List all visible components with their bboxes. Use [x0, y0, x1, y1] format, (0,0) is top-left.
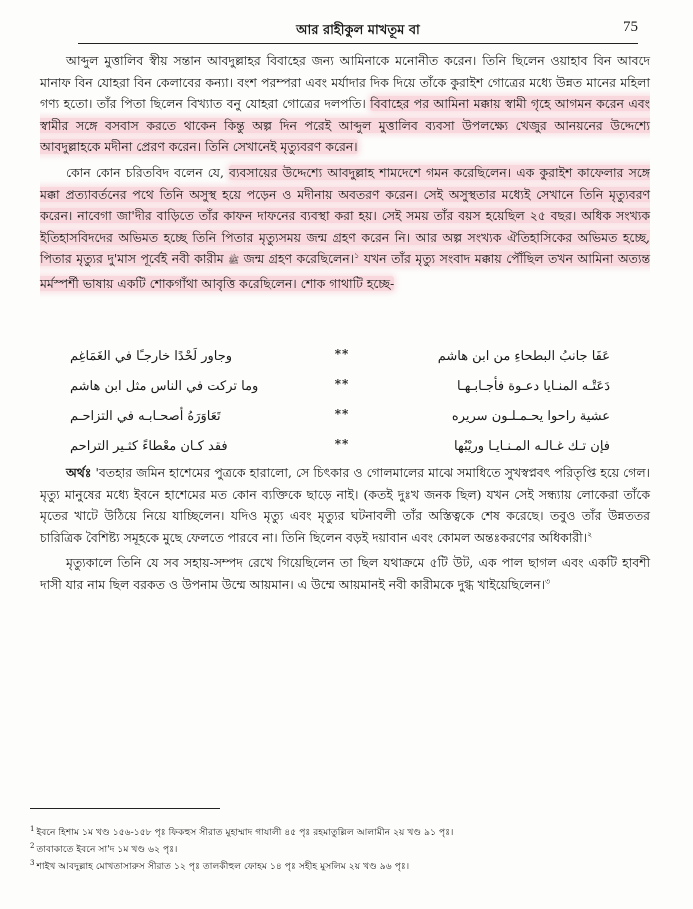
footnote-text: ইবনে হিশাম ১ম খণ্ড ১৫৬-১৫৮ পৃঃ ফিকহুস সীরাত মুহাম্মাদ গাযালী ৪৫ পৃঃ রহমাতুল্লিল আলামীন ২য় খণ্ড ৯১ পৃঃ।: [36, 827, 454, 838]
poem-separator: **: [334, 347, 350, 361]
highlighted-text: বিবাহের পর আমিনা মক্কায় স্বামী গৃহে আগমন করেন এবং স্বামীর সঙ্গে বসবাস করতে থাকেন কিন্তু অল্প দিন পরেই আব্দুল মুত্তালিব ব্যবসা উপলক্ষ্যে খেজুর আনয়নের উদ্দেশ্যে আবদুল্লাহকে মদীনা প্রেরণ করেন। তিনি সেখানেই মৃত্যুবরণ করেন।: [40, 96, 650, 155]
footnote-ref: ২: [587, 529, 593, 539]
poem-verse: [70, 433, 610, 463]
poem-second-hemistich: تَعَاوَرَهُ أصحـابـه في التزاحـم: [70, 409, 221, 424]
footnote: [30, 824, 650, 841]
poem-second-hemistich: وجاور لَحْدًا خارجـًا في الغَمَاغِم: [70, 349, 233, 364]
paragraph-death: [40, 162, 650, 295]
running-title: আর রাহীকুল মাখতূম বা: [296, 23, 420, 38]
highlighted-text: [40, 165, 650, 291]
poem-verse: [70, 403, 610, 433]
main-text: [40, 50, 650, 299]
poem-verse: [70, 373, 610, 403]
footnote-number: 2: [30, 841, 35, 850]
meaning-label: অর্থঃ: [66, 465, 92, 480]
footnote-number: 3: [30, 858, 35, 867]
paragraph-text: আব্দুল মুত্তালিব স্বীয় সন্তান আবদুল্লাহর বিবাহের জন্য আমিনাকে মনোনীত করেন। তিনি ছিলেন ওয়াহাব বিন আবদে মানাফ বিন যোহরা বিন কেলাবের কন্যা। বংশ পরম্পরা এবং মর্যাদার দিক দিয়ে তাঁকে কুরাইশ গোত্রের মধ্যে উন্নত মানের মহিলা গণ্য হতো। তাঁর পিতা ছিলেন বিখ্যাত বনু যোহরা গোত্রের দলপতি।: [40, 53, 650, 112]
poem-separator: **: [334, 377, 350, 391]
poem-first-hemistich: دَعَتْـه المنـايا دعـوة فأجـابـهـا: [456, 379, 610, 394]
footnote-ref: ৩: [545, 576, 551, 586]
footnotes: [30, 824, 650, 875]
poem-first-hemistich: فإن تـك غـالـه المـنـايـا وريْبُها: [454, 439, 610, 454]
highlighted-segment: ব্যবসায়ের উদ্দেশ্যে আবদুল্লাহ শামদেশে গমন করেছিলেন। এক কুরাইশ কাফেলার সঙ্গে মক্কা প্রত্যাবর্তনের পথে তিনি অসুস্থ হয়ে পড়েন ও মদীনায় অবতরণ করেন। সেই অসুস্থতার মধ্যেই সেখানে তিনি মৃত্যুবরণ করেন। নাবেগা জা'দীর বাড়িতে তাঁর কাফন দাফনের ব্যবস্থা করা হয়। সেই সময় তাঁর বয়স হয়েছিল ২৫ বছর। অধিক সংখ্যক ইতিহাসবিদদের অভিমত হচ্ছে তিনি পিতার মৃত্যুসময় জন্ম গ্রহণ করেন নি। আর অল্প সংখ্যক ঐতিহাসিকের অভিমত হচ্ছে, পিতার মৃত্যুর দু'মাস পূর্বেই নবী কারীম: [40, 164, 650, 267]
paragraph-meaning: [40, 462, 650, 548]
paragraph-marriage: [40, 50, 650, 158]
paragraph-inheritance: [40, 552, 650, 595]
footnote-text: শাইখ আবদুল্লাহ মোখতাসারুস সীরাত ১২ পৃঃ তালকীহুল ফোহম ১৪ পৃঃ সহীহ মুসলিম ২য় খণ্ড ৯৬ পৃঃ।: [36, 861, 410, 872]
footnote-ref: ১: [354, 251, 360, 261]
poem-verse: [70, 343, 610, 373]
poem-second-hemistich: وما تركت في الناس مثل ابن هاشم: [70, 379, 259, 394]
paragraph-text: মৃত্যুকালে তিনি যে সব সহায়-সম্পদ রেখে গিয়েছিলেন তা ছিল যথাক্রমে ৫টি উট, এক পাল ছাগল এবং একটি হাবশী দাসী যার নাম ছিল বরকত ও উপনাম উম্মে আয়মান। এ উম্মে আয়মানই নবী কারীমকে দুগ্ধ খাইয়েছিলেন।: [40, 555, 650, 592]
poem-separator: **: [334, 407, 350, 421]
poem-second-hemistich: فقد كـان معْطاءً كثـير التراحم: [70, 439, 228, 454]
paragraph-text: 'বতহার জমিন হাশেমের পুত্রকে হারালো, সে চিৎকার ও গোলমালের মাঝে সমাধিতে সুখস্বপ্নবৎ পরিতৃপ্তি হয়ে গেল। মৃত্যু মানুষের মধ্যে ইবনে হাশেমের মত কোন ব্যক্তিকে ছাড়ে নাই। (কতই দুঃখ জনক ছিল) যখন সেই সন্ধ্যায় লোকেরা তাঁকে মৃতের খাটে উঠিয়ে নিয়ে যাচ্ছিলেন। যদিও মৃত্যু এবং মৃত্যুর ঘটনাবলী তাঁর অস্তিত্বকে শেষ করেছে। তবুও তাঁর উন্নততর চারিত্রিক বৈশিষ্ট্য সমূহকে মুছে ফেলতে পারবে না। তিনি ছিলেন বড়ই দয়াবান এবং কোমল অন্তঃকরণের অধিকারী।: [40, 465, 650, 545]
header-rule: [78, 43, 638, 44]
pbuh-glyph: ﷺ: [228, 256, 240, 267]
page-header: [78, 18, 638, 42]
highlighted-segment: জন্ম গ্রহণ করেছিলেন।: [239, 251, 355, 267]
poem-separator: **: [334, 437, 350, 451]
footnote: [30, 841, 650, 858]
paragraph-text: কোন কোন চরিতবিদ বলেন যে,: [66, 164, 230, 180]
poem-first-hemistich: عشية راحوا يحـمـلـون سريره: [451, 409, 610, 424]
footnote: [30, 858, 650, 875]
page-number: 75: [623, 19, 638, 35]
poem-first-hemistich: عَفَا جانبُ البطحاءِ من ابن هاشم: [437, 349, 610, 364]
highlighted-segment: যখন তাঁর মৃত্যু সংবাদ মক্কায় পৌঁছিল তখন আমিনা অত্যন্ত মর্মস্পর্শী ভাষায় একটি শোকগাঁথা আবৃত্তি করেছিলেন। শোক গাথাটি হচ্ছে-: [40, 251, 650, 291]
footnote-rule: [30, 808, 220, 809]
footnote-text: তাবাকাতে ইবনে সা'দ ১ম খণ্ড ৬২ পৃঃ।: [36, 844, 178, 855]
footnote-number: 1: [30, 824, 35, 833]
main-text-continued: [40, 462, 650, 600]
elegy-poem: [70, 343, 610, 463]
